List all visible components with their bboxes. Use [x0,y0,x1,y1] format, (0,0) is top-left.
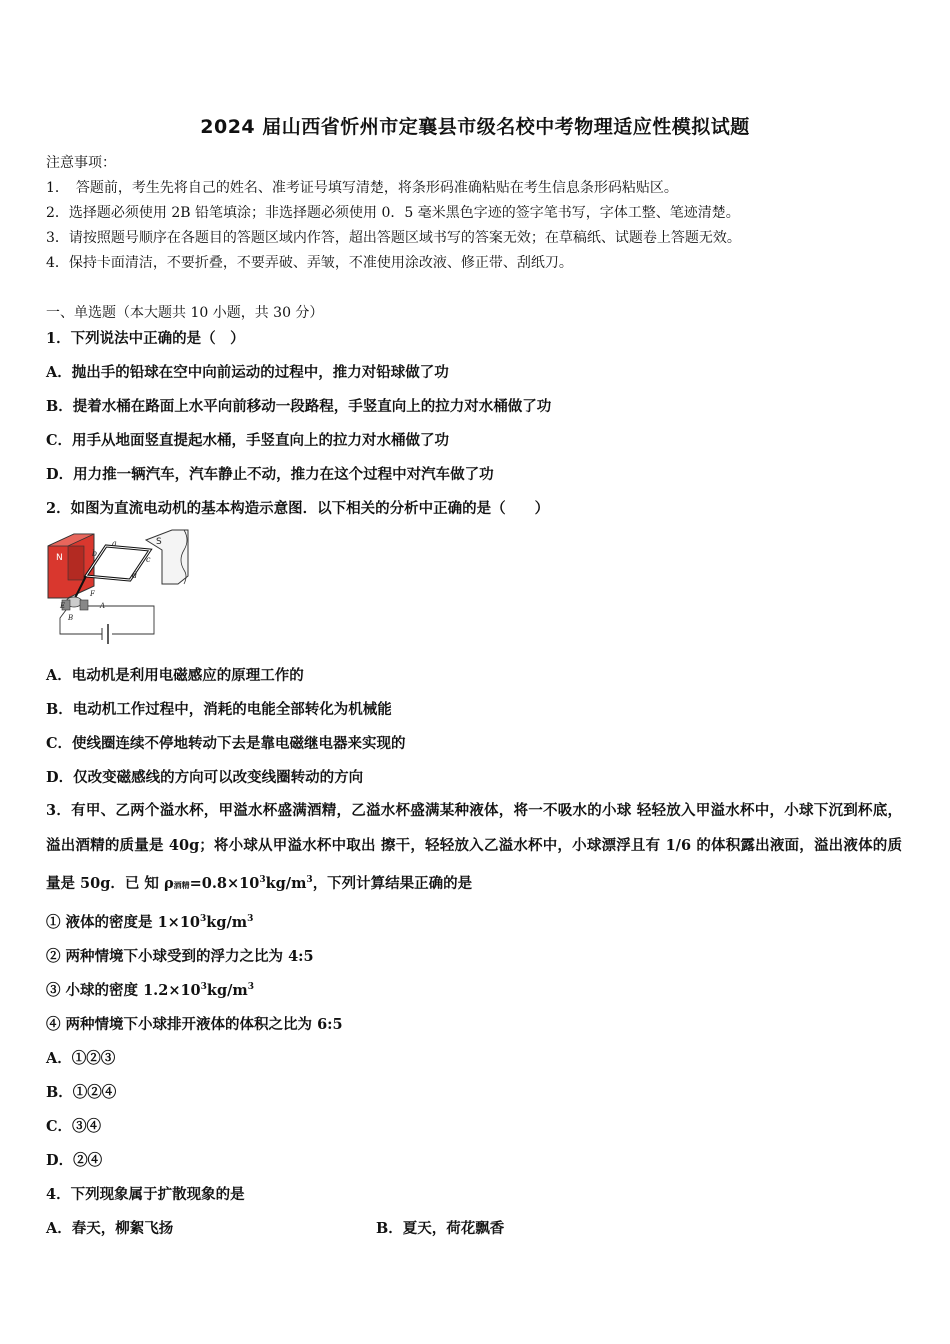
question-4-option-a: A．春天，柳絮飞扬 [46,1220,174,1237]
label-b: b [92,549,98,558]
question-3-stem-exponent: 3 [259,875,266,885]
question-2-stem: 2．如图为直流电动机的基本构造示意图．以下相关的分析中正确的是（ ） [46,500,550,517]
question-1-option-d: D．用力推一辆汽车，汽车静止不动，推力在这个过程中对汽车做了功 [46,466,494,483]
question-3-statement-1 [46,911,253,932]
question-3-stem-end: ，下列计算结果正确的是 [312,874,473,892]
motor-diagram-image [46,526,196,644]
notice-item-4: 4．保持卡面清洁，不要折叠，不要弄破、弄皱，不准使用涂改液、修正带、刮纸刀。 [46,255,573,271]
statement-3-unit: kg/m [206,982,248,999]
question-3-stem-unit-exponent: 3 [306,875,313,885]
question-2-option-b: B．电动机工作过程中，消耗的电能全部转化为机械能 [46,701,392,718]
statement-3-text: ③ 小球的密度 1.2×10 [46,982,201,999]
label-s: S [156,537,162,547]
notice-item-2: 2．选择题必须使用 2B 铅笔填涂；非选择题必须使用 0．5 毫米黑色字迹的签字笔书写，字体工整、笔迹清楚。 [46,205,740,221]
question-3-stem [46,793,902,903]
label-n: N [56,553,63,563]
question-3-stem-text: 3．有甲、乙两个溢水杯，甲溢水杯盛满酒精，乙溢水杯盛满某种液体，将一不吸水的小球 轻轻放入甲溢水杯中，小球下沉到杯底，溢出酒精的质量是 40g；将小球从甲溢水杯中取出 擦干，轻轻放入乙溢水杯中，小球漂浮且有 1/6 的体积露出液面，溢出液体的质量是 50g．已 知 ρ [46,802,902,892]
label-f: F [90,590,95,598]
statement-1-exponent: 3 [200,914,207,925]
notice-item-3: 3．请按照题号顺序在各题目的答题区域内作答，超出答题区域书写的答案无效；在草稿纸、试题卷上答题无效。 [46,230,741,246]
statement-3-unit-exponent: 3 [247,982,255,993]
statement-1-text: ① 液体的密度是 1×10 [46,914,201,931]
question-1-option-b: B．提着水桶在路面上水平向前移动一段路程，手竖直向上的拉力对水桶做了功 [46,398,552,415]
question-2-option-d: D．仅改变磁感线的方向可以改变线圈转动的方向 [46,769,364,786]
statement-1-unit: kg/m [206,914,248,931]
question-3-option-d: D．②④ [46,1152,103,1169]
question-2-option-c: C．使线圈连续不停地转动下去是靠电磁继电器来实现的 [46,735,406,752]
question-1-option-a: A．抛出手的铅球在空中向前运动的过程中，推力对铅球做了功 [46,364,449,381]
label-a: a [112,539,117,548]
question-4-stem: 4．下列现象属于扩散现象的是 [46,1186,245,1203]
notice-item-1: 1． 答题前，考生先将自己的姓名、准考证号填写清楚，将条形码准确粘贴在考生信息条形码粘贴区。 [46,180,678,196]
question-3-option-a: A．①②③ [46,1050,116,1067]
notice-heading: 注意事项： [46,155,116,171]
exam-title: 2024 届山西省忻州市定襄县市级名校中考物理适应性模拟试题 [200,116,750,138]
question-3-stem-value: =0.8×10 [189,874,260,892]
question-3-statement-2: ② 两种情境下小球受到的浮力之比为 4:5 [46,948,314,965]
question-3-statement-3 [46,979,254,1000]
label-d: d [132,571,138,580]
question-3-statement-4: ④ 两种情境下小球排开液体的体积之比为 6:5 [46,1016,343,1033]
question-1-stem: 1．下列说法中正确的是（ ） [46,330,245,347]
statement-3-exponent: 3 [200,982,207,993]
label-e: E [60,602,66,610]
question-2-option-a: A．电动机是利用电磁感应的原理工作的 [46,667,304,684]
statement-1-unit-exponent: 3 [247,914,254,925]
question-3-option-c: C．③④ [46,1118,102,1135]
question-3-stem-subscript: 酒精 [173,879,190,890]
question-4-option-b: B．夏天，荷花飘香 [376,1220,505,1237]
question-1-option-c: C．用手从地面竖直提起水桶，手竖直向上的拉力对水桶做了功 [46,432,450,449]
section-heading: 一、单选题（本大题共 10 小题，共 30 分） [46,305,324,321]
label-b-brush: B [68,614,74,622]
label-c: c [146,555,151,564]
question-3-stem-unit: kg/m [265,874,307,892]
question-3-option-b: B．①②④ [46,1084,117,1101]
label-a-brush: A [100,602,106,610]
